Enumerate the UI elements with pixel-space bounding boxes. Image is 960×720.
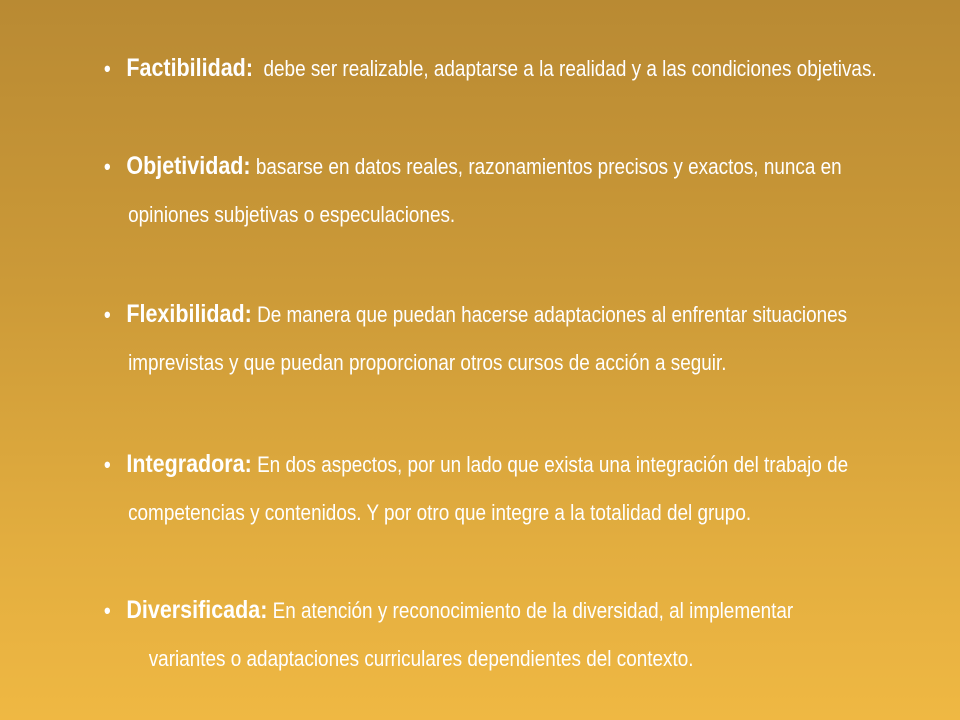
description-text: debe ser realizable, adaptarse a la realidad y a las condiciones objetivas. bbox=[263, 56, 877, 81]
term-label: Objetividad: bbox=[126, 152, 251, 180]
description-text: De manera que puedan hacerse adaptaciones al enfrentar situaciones bbox=[257, 302, 848, 327]
description-continuation: imprevistas y que puedan proporcionar otros cursos de acción a seguir. bbox=[128, 350, 727, 375]
description-continuation: competencias y contenidos. Y por otro que integre a la totalidad del grupo. bbox=[128, 500, 752, 525]
description-text: basarse en datos reales, razonamientos precisos y exactos, nunca en bbox=[255, 154, 842, 179]
bullet-icon: • bbox=[104, 452, 111, 477]
description-text: En atención y reconocimiento de la diversidad, al implementar bbox=[272, 598, 794, 623]
list-item-integradora bbox=[104, 440, 849, 537]
term-label: Factibilidad: bbox=[126, 54, 253, 82]
list-item-first-line bbox=[104, 440, 849, 489]
term-label: Integradora: bbox=[126, 450, 252, 478]
list-item-diversificada bbox=[104, 586, 809, 683]
bullet-icon: • bbox=[104, 598, 111, 623]
list-item-first-line bbox=[104, 44, 877, 93]
description-continuation: opiniones subjetivas o especulaciones. bbox=[128, 202, 456, 227]
list-item-first-line bbox=[104, 586, 809, 635]
list-item-objetividad bbox=[104, 142, 842, 239]
term-label: Diversificada: bbox=[126, 596, 268, 624]
description-text: En dos aspectos, por un lado que exista una integración del trabajo de bbox=[257, 452, 849, 477]
description-continuation: variantes o adaptaciones curriculares dependientes del contexto. bbox=[148, 646, 694, 671]
list-item-factibilidad bbox=[104, 44, 877, 93]
list-item-flexibilidad bbox=[104, 290, 848, 387]
bullet-icon: • bbox=[104, 56, 111, 81]
bullet-icon: • bbox=[104, 154, 111, 179]
term-label: Flexibilidad: bbox=[126, 300, 252, 328]
bullet-icon: • bbox=[104, 302, 111, 327]
list-item-first-line bbox=[104, 290, 848, 339]
list-item-first-line bbox=[104, 142, 842, 191]
